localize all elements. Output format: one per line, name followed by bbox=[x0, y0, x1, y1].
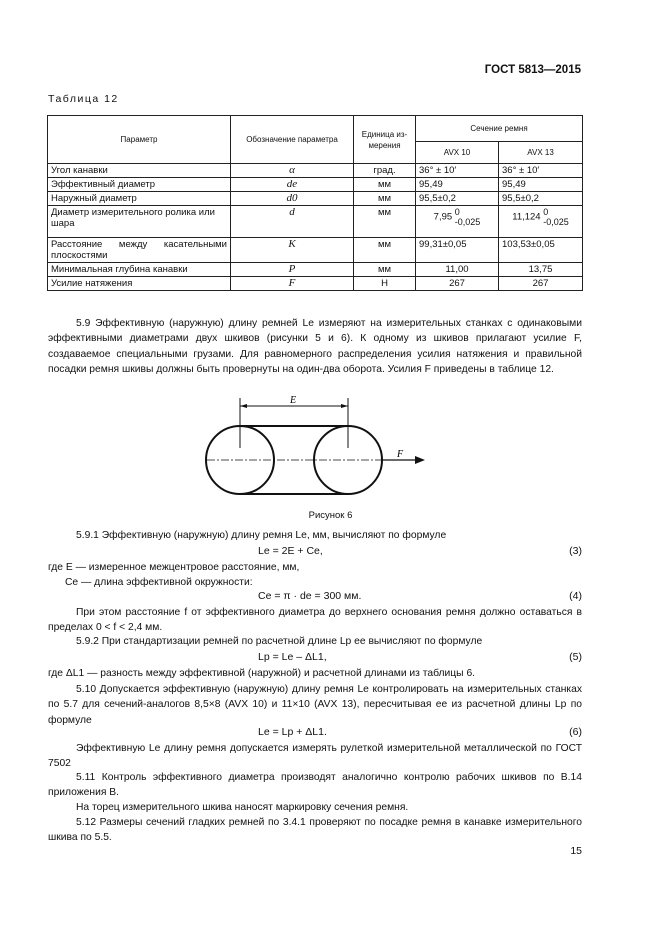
document-header: ГОСТ 5813—2015 bbox=[484, 64, 581, 76]
paragraph-5-9-2: 5.9.2 При стандартизации ремней по расчетной длине Lp ее вычисляют по формуле bbox=[76, 636, 483, 647]
figure-6-diagram bbox=[195, 393, 435, 503]
cell-avx13: 13,75 bbox=[499, 263, 583, 277]
table-row bbox=[48, 178, 583, 192]
table-caption: Таблица 12 bbox=[48, 93, 119, 105]
paragraph-roulette: Эффективную Le длину ремня допускается измерять рулеткой измерительной металлической по ГОСТ 7502 bbox=[48, 743, 582, 770]
header-avx10: AVX 10 bbox=[416, 142, 499, 164]
cell-unit: мм bbox=[354, 238, 416, 263]
figure-caption: Рисунок 6 bbox=[308, 510, 353, 521]
cell-param: Минимальная глубина канавки bbox=[48, 263, 231, 277]
equation-3-number: (3) bbox=[569, 545, 582, 557]
cell-avx13: 267 bbox=[499, 277, 583, 291]
cell-avx10: 36° ± 10′ bbox=[416, 164, 499, 178]
tolerance-lower: -0,025 bbox=[543, 217, 569, 227]
cell-unit: мм bbox=[354, 263, 416, 277]
cell-avx13: 95,49 bbox=[499, 178, 583, 192]
equation-3: Le = 2E + Ce, bbox=[258, 545, 323, 557]
cell-avx10: 11,00 bbox=[416, 263, 499, 277]
header-symbol: Обозначение параметра bbox=[231, 116, 354, 164]
paragraph-5-12: 5.12 Размеры сечений гладких ремней по 3.4.1 проверяют по посадке ремня в канавке измерительного шкива по 5.5. bbox=[48, 817, 582, 844]
cell-avx13: 36° ± 10′ bbox=[499, 164, 583, 178]
where-e: где E — измеренное межцентровое расстояние, мм, bbox=[48, 562, 300, 573]
label-e: E bbox=[290, 395, 297, 406]
paragraph-f-range: При этом расстояние f от эффективного диаметра до верхнего основания ремня должно оставаться в пределах 0 < f < 2,4 мм. bbox=[48, 607, 582, 634]
equation-5: Lp = Le – ΔL1, bbox=[258, 651, 327, 663]
header-param: Параметр bbox=[48, 116, 231, 164]
cell-symbol: d0 bbox=[231, 192, 354, 206]
table-row bbox=[48, 206, 583, 238]
symbol-de: de bbox=[286, 178, 298, 190]
cell-avx10: 95,49 bbox=[416, 178, 499, 192]
paragraph-5-10: 5.10 Допускается эффективную (наружную) длину ремня Le контролировать на измерительных станках по 5.7 для сечений-аналогов 8,5×8 (AVX 10) и 11×10 (AVX 13), пересчитывая ее из расчетной длины Lp по формуле bbox=[48, 684, 582, 726]
dimension-arrow-right bbox=[341, 404, 348, 408]
paragraph-5-11: 5.11 Контроль эффективного диаметра производят аналогично контролю рабочих шкивов по В.14 приложения В. bbox=[48, 772, 582, 799]
header-unit: Единица из-мерения bbox=[354, 116, 416, 164]
cell-symbol: α bbox=[231, 164, 354, 178]
cell-unit: мм bbox=[354, 178, 416, 192]
cell-param: Наружный диаметр bbox=[48, 192, 231, 206]
header-avx13: AVX 13 bbox=[499, 142, 583, 164]
equation-6: Le = Lp + ΔL1. bbox=[258, 726, 327, 738]
cell-unit: мм bbox=[354, 206, 416, 238]
cell-param: Усилие натяжения bbox=[48, 277, 231, 291]
table-row bbox=[48, 192, 583, 206]
where-ce: Ce — длина эффективной окружности: bbox=[65, 577, 253, 588]
equation-4: Ce = π · de = 300 мм. bbox=[258, 590, 362, 602]
parameters-table bbox=[47, 115, 583, 291]
dimension-arrow-left bbox=[240, 404, 247, 408]
cell-symbol: F bbox=[231, 277, 354, 291]
cell-param: Расстояние между касательными плоскостями bbox=[48, 238, 231, 263]
label-f: F bbox=[397, 449, 404, 460]
table-row bbox=[48, 263, 583, 277]
cell-symbol: d bbox=[231, 206, 354, 238]
tolerance-lower: -0,025 bbox=[454, 217, 481, 227]
tolerance-upper: 0 bbox=[543, 207, 549, 217]
cell-avx13 bbox=[499, 206, 583, 238]
paragraph-5-9-1: 5.9.1 Эффективную (наружную) длину ремня Le, мм, вычисляют по формуле bbox=[76, 530, 447, 541]
equation-6-number: (6) bbox=[569, 726, 582, 738]
paragraph-5-9: 5.9 Эффективную (наружную) длину ремней Le измеряют на измерительных станках с одинаковыми эффективными диаметрами двух шкивов (рисунки 5 и 6). К одному из шкивов прилагают усилие F, создаваемое специальными грузами. Для равномерного распределения усилия натяжения и правильной посадки ремня шкивы должны быть провернуты на один-два оборота. Усилия F приведены в таблице 12. bbox=[48, 318, 582, 375]
cell-symbol bbox=[231, 178, 354, 192]
cell-avx13: 103,53±0,05 bbox=[499, 238, 583, 263]
cell-avx10: 95,5±0,2 bbox=[416, 192, 499, 206]
cell-unit: Н bbox=[354, 277, 416, 291]
table-row bbox=[48, 238, 583, 263]
cell-avx10: 267 bbox=[416, 277, 499, 291]
cell-symbol: P bbox=[231, 263, 354, 277]
table-row bbox=[48, 164, 583, 178]
cell-param: Угол канавки bbox=[48, 164, 231, 178]
header-section: Сечение ремня bbox=[416, 116, 583, 142]
equation-5-number: (5) bbox=[569, 651, 582, 663]
page-number: 15 bbox=[570, 845, 582, 857]
where-delta-l: где ΔL1 — разность между эффективной (наружной) и расчетной длинами из таблицы 6. bbox=[48, 668, 476, 679]
value: 7,95 bbox=[433, 211, 453, 223]
tolerance bbox=[543, 207, 569, 227]
cell-param: Диаметр измерительного ролика или шара bbox=[48, 206, 231, 238]
cell-symbol: K bbox=[231, 238, 354, 263]
paragraph-marking: На торец измерительного шкива наносят маркировку сечения ремня. bbox=[76, 802, 409, 813]
cell-avx10: 99,31±0,05 bbox=[416, 238, 499, 263]
cell-avx13: 95,5±0,2 bbox=[499, 192, 583, 206]
equation-4-number: (4) bbox=[569, 590, 582, 602]
table-row bbox=[48, 277, 583, 291]
cell-unit: град. bbox=[354, 164, 416, 178]
cell-avx10 bbox=[416, 206, 499, 238]
value: 11,124 bbox=[512, 211, 541, 223]
tolerance bbox=[455, 207, 481, 227]
tolerance-upper: 0 bbox=[454, 207, 460, 217]
cell-param: Эффективный диаметр bbox=[48, 178, 231, 192]
force-arrow-head bbox=[415, 456, 425, 464]
cell-unit: мм bbox=[354, 192, 416, 206]
